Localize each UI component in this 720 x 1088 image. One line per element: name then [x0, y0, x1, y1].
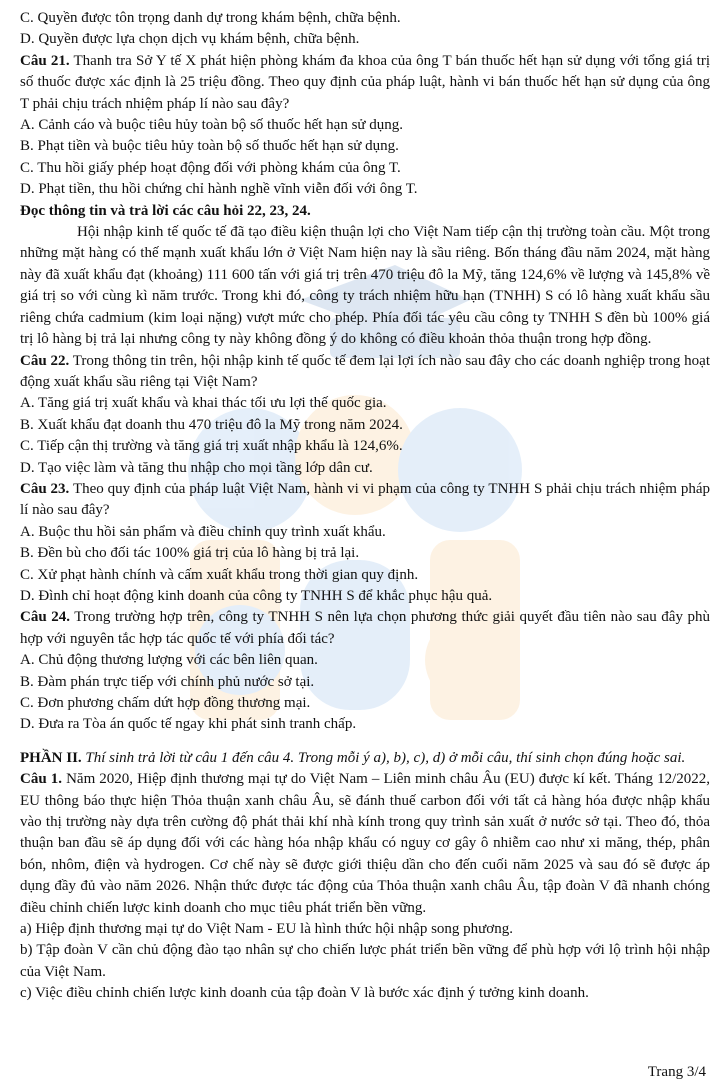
option-b: B. Xuất khẩu đạt doanh thu 470 triệu đô la Mỹ trong năm 2024.	[20, 416, 403, 433]
question-text: Trong trường hợp trên, công ty TNHH S nên lựa chọn phương thức giải quyết đầu tiên nào sau đây phù hợp với nguyên tắc hợp tác quốc tế với phía đối tác?	[20, 609, 710, 647]
option-d: D. Đưa ra Tòa án quốc tế ngay khi phát sinh tranh chấp.	[20, 716, 357, 733]
option-a: A. Chủ động thương lượng với các bên liên quan.	[20, 652, 318, 669]
part-2-question-1	[20, 769, 710, 919]
question-text: Theo quy định của pháp luật Việt Nam, hành vi vi phạm của công ty TNHH S phải chịu trách nhiệm pháp lí nào sau đây?	[20, 480, 710, 519]
option-a: A. Cảnh cáo và buộc tiêu hủy toàn bộ số thuốc hết hạn sử dụng.	[20, 117, 404, 134]
question-24	[20, 607, 710, 650]
statement-c: c) Việc điều chỉnh chiến lược kinh doanh của tập đoàn V là bước xác định ý tưởng kinh doanh.	[20, 985, 589, 1002]
question-text: Thanh tra Sở Y tế X phát hiện phòng khám đa khoa của ông T bán thuốc hết hạn sử dụng với tổng giá trị số thuốc được xác định là 25 triệu đồng. Theo quy định của pháp luật, hành vi bán thuốc hết hạn sử dụng của ông T phải chịu trách nhiệm pháp lí nào sau đây?	[20, 52, 711, 112]
option-b: B. Đền bù cho đối tác 100% giá trị của lô hàng bị trả lại.	[20, 545, 360, 562]
question-label: Câu 21.	[20, 52, 70, 69]
reading-heading: Đọc thông tin và trả lời các câu hỏi 22, 23, 24.	[20, 202, 311, 219]
option-c: C. Quyền được tôn trọng danh dự trong khám bệnh, chữa bệnh.	[20, 10, 401, 26]
question-21	[20, 51, 710, 115]
question-23	[20, 479, 710, 522]
page-number: Trang 3/4	[647, 1064, 706, 1080]
question-label: Câu 23.	[20, 480, 70, 497]
reading-passage: Hội nhập kinh tế quốc tế đã tạo điều kiện thuận lợi cho Việt Nam tiếp cận thị trường toàn cầu. Một trong những mặt hàng có thế mạnh xuất khẩu lớn ở Việt Nam hiện nay là sầu riêng. Bốn tháng đầu năm 2024, mặt hàng này đã xuất khẩu đạt (khoảng) 111 600 tấn với giá trị trên 470 triệu đô la Mỹ, tăng 124,6% về lượng và 145,8% về giá trị so với cùng kì năm trước. Trong khi đó, công ty trách nhiệm hữu hạn (TNHH) S có lô hàng xuất khẩu sầu riêng chứa cadmium (kim loại nặng) vượt mức cho phép. Phía đối tác yêu cầu công ty TNHH S đền bù 100% giá trị lô hàng bị trả lại nhưng công ty này không đồng ý do không có điều khoản thỏa thuận trong hợp đồng.	[20, 224, 710, 348]
option-c: C. Tiếp cận thị trường và tăng giá trị xuất nhập khẩu là 124,6%.	[20, 438, 403, 455]
option-c: C. Thu hồi giấy phép hoạt động đối với phòng khám của ông T.	[20, 159, 401, 176]
option-d: D. Tạo việc làm và tăng thu nhập cho mọi tầng lớp dân cư.	[20, 459, 373, 476]
question-label: Câu 24.	[20, 609, 70, 626]
option-a: A. Tăng giá trị xuất khẩu và khai thác tối ưu lợi thế quốc gia.	[20, 395, 387, 412]
question-text: Trong thông tin trên, hội nhập kinh tế quốc tế đem lại lợi ích nào sau đây cho các doanh nghiệp trong hoạt động xuất khẩu sầu riêng tại Việt Nam?	[20, 352, 710, 390]
question-22	[20, 351, 710, 394]
question-label: Câu 1.	[20, 771, 62, 788]
section-gap	[20, 736, 710, 748]
statement-a: a) Hiệp định thương mại tự do Việt Nam - EU là hình thức hội nhập song phương.	[20, 921, 513, 938]
part-2-heading	[20, 748, 710, 769]
part-label: PHẦN II.	[20, 749, 82, 766]
option-d: D. Quyền được lựa chọn dịch vụ khám bệnh, chữa bệnh.	[20, 31, 360, 48]
question-text: Năm 2020, Hiệp định thương mại tự do Việt Nam – Liên minh châu Âu (EU) được kí kết. Tháng 12/2022, EU thông báo thực hiện Thỏa thuận xanh châu Âu, sẽ đánh thuế carbon đối với tất cả hàng hóa được nhập khẩu vào thị trường này dựa trên cường độ phát thải khí nhà kính trong quy trình sản xuất ở nước sở tại. Theo đó, thỏa thuận ban đầu sẽ áp dụng đối với các hàng hóa nhập khẩu có nguy cơ gây ô nhiễm cao như xi măng, thép, phân bón, nhôm, điện và hydrogen. Cơ chế này sẽ được giới thiệu dần cho đến cuối năm 2025 và sau đó sẽ được áp dụng đầy đủ vào năm 2026. Nhận thức được tác động của Thỏa thuận xanh châu Âu, tập đoàn V đã nhanh chóng điều chỉnh chiến lược kinh doanh cho mục tiêu phát triển bền vững.	[20, 771, 710, 916]
option-b: B. Phạt tiền và buộc tiêu hủy toàn bộ số thuốc hết hạn sử dụng.	[20, 138, 399, 155]
option-d: D. Đình chỉ hoạt động kinh doanh của công ty TNHH S để khắc phục hậu quả.	[20, 587, 493, 604]
option-c: C. Đơn phương chấm dứt hợp đồng thương mại.	[20, 695, 311, 711]
option-d: D. Phạt tiền, thu hồi chứng chỉ hành nghề vĩnh viễn đối với ông T.	[20, 181, 418, 198]
option-c: C. Xử phạt hành chính và cấm xuất khẩu trong thời gian quy định.	[20, 566, 419, 583]
part-instruction: Thí sinh trả lời từ câu 1 đến câu 4. Trong mỗi ý a), b), c), d) ở mỗi câu, thí sinh chọn đúng hoặc sai.	[85, 749, 686, 766]
question-label: Câu 22.	[20, 352, 70, 369]
document-body	[20, 8, 710, 1005]
option-a: A. Buộc thu hồi sản phẩm và điều chỉnh quy trình xuất khẩu.	[20, 523, 386, 540]
statement-b: b) Tập đoàn V cần chủ động đào tạo nhân sự cho chiến lược phát triển bền vững để phù hợp với lộ trình hội nhập của Việt Nam.	[20, 942, 710, 980]
option-b: B. Đàm phán trực tiếp với chính phủ nước sở tại.	[20, 673, 315, 690]
